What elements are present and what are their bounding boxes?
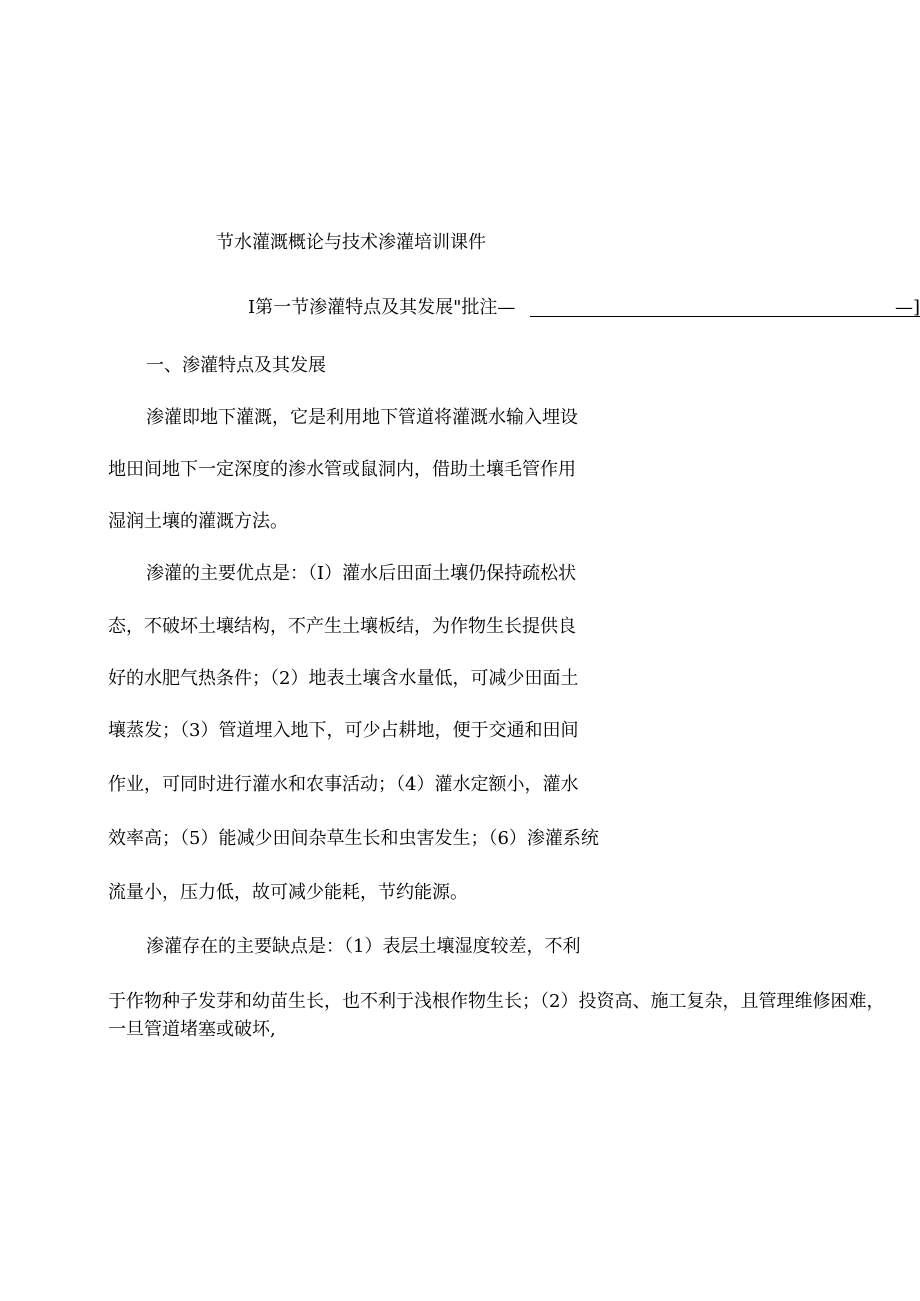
paragraph-line: 渗灌的主要优点是：（I）灌水后田面土壤仍保持疏松状 [146,563,577,584]
paragraph-line: 好的水肥气热条件；（2）地表土壤含水量低，可减少田面土 [108,668,579,689]
subheading: 一、渗灌特点及其发展 [146,355,326,376]
paragraph-line: 地田间地下一定深度的渗水管或鼠洞内，借助土壤毛管作用 [108,459,576,480]
paragraph-line: 作业，可同时进行灌水和农事活动；（4）灌水定额小，灌水 [108,774,579,795]
section-heading [248,296,920,320]
section-heading-text: I第一节渗灌特点及其发展"批注— [248,297,516,318]
paragraph-line: 效率高；（5）能减少田间杂草生长和虫害发生；（6）渗灌系统 [108,828,599,849]
section-heading-end: —] [894,297,920,318]
comment-underline [530,316,920,317]
document-title: 节水灌溉概论与技术渗灌培训课件 [216,232,486,253]
paragraph-line: 态，不破坏土壤结构，不产生土壤板结，为作物生长提供良 [108,616,576,637]
paragraph-line: 渗灌即地下灌溉，它是利用地下管道将灌溉水输入埋设 [146,407,578,428]
paragraph-line: 渗灌存在的主要缺点是：（1）表层土壤湿度较差，不利 [146,936,581,957]
paragraph-line: 壤蒸发；（3）管道埋入地下，可少占耕地，便于交通和田间 [108,720,579,741]
paragraph-line: 于作物种子发芽和幼苗生长，也不利于浅根作物生长；（2）投资高、施工复杂，且管理维修困难， [108,991,885,1012]
paragraph-line: 流量小，压力低，故可减少能耗，节约能源。 [108,882,468,903]
paragraph-line: 一旦管道堵塞或破坏, [108,1019,276,1040]
paragraph-line: 湿润土壤的灌溉方法。 [108,511,288,532]
